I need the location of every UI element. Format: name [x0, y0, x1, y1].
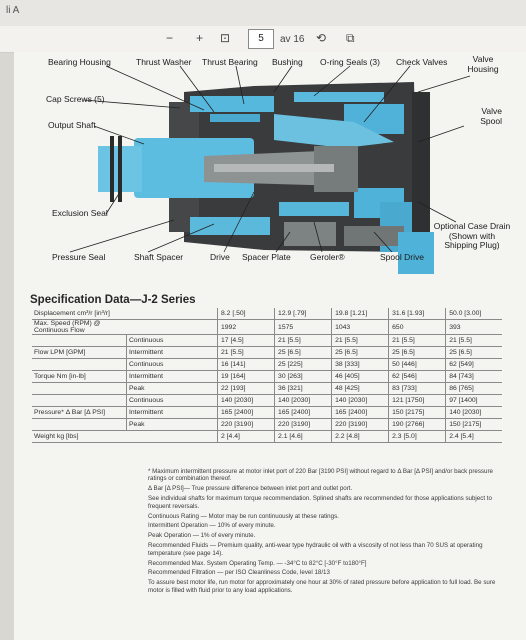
spec-cell: 21 [5.5]	[275, 335, 332, 347]
label-bearing-housing: Bearing Housing	[48, 57, 111, 67]
spec-section-title: Specification Data—J-2 Series	[30, 294, 196, 306]
spec-cell: 150 [2175]	[389, 407, 446, 419]
spec-cell: 16 [141]	[218, 359, 275, 371]
label-oring-seals: O-ring Seals (3)	[320, 57, 380, 67]
spec-cell: 165 [2400]	[218, 407, 275, 419]
spec-cell: 1992	[218, 320, 275, 335]
label-shaft-spacer: Shaft Spacer	[134, 252, 184, 262]
note-paragraph: See individual shafts for maximum torque recommendation. Splined shafts are recommended for those applications subject to frequent reversals.	[148, 495, 492, 510]
note-paragraph: Peak Operation — 1% of every minute.	[148, 532, 256, 540]
spec-row-label: Torque Nm [in-lb]	[32, 371, 127, 383]
spec-row-condition: Peak	[127, 383, 218, 395]
label-drive: Drive	[210, 252, 230, 262]
spec-row-label: Flow LPM [GPM]	[32, 347, 127, 359]
motor-cutaway-illustration	[14, 52, 526, 302]
note-paragraph: Recommended Fluids — Premium quality, anti-wear type hydraulic oil with a viscosity of not less than 70 SUS at operating temperature (see page 14).	[148, 542, 483, 557]
spec-cell: 25 [6.5]	[332, 347, 389, 359]
label-bushing: Bushing	[272, 57, 303, 67]
spec-row-condition	[127, 431, 218, 443]
label-valve-housing: Valve Housing	[467, 54, 499, 74]
zoom-out-button[interactable]: −	[166, 31, 174, 45]
spec-row-label	[32, 395, 127, 407]
spec-cell: 48 [425]	[332, 383, 389, 395]
spec-row-label: Weight kg [lbs]	[32, 431, 127, 443]
label-pressure-seal: Pressure Seal	[52, 252, 106, 262]
spec-cell: 150 [2175]	[446, 419, 502, 431]
spec-row-condition: Intermittent	[127, 407, 218, 419]
spec-cell: 2 [4.4]	[218, 431, 275, 443]
spec-row-label: Displacement cm³/r [in³/r]	[32, 308, 127, 320]
spec-cell: 62 [546]	[389, 371, 446, 383]
label-cap-screws: Cap Screws (5)	[46, 94, 105, 104]
spec-row-label	[32, 419, 127, 431]
spec-cell: 30 [263]	[275, 371, 332, 383]
page-view-icon[interactable]: ⧉	[346, 31, 355, 45]
spec-cell: 21 [5.5]	[218, 347, 275, 359]
spec-row	[32, 347, 502, 359]
spec-row-condition: Continuous	[127, 359, 218, 371]
label-valve-spool: Valve Spool	[480, 106, 502, 126]
spec-row	[32, 320, 502, 335]
label-optional-case-drain: Optional Case Drain (Shown with Shipping Plug)	[433, 221, 511, 250]
spec-cell: 19 [164]	[218, 371, 275, 383]
spec-row-condition: Continuous	[127, 335, 218, 347]
spec-cell: 21 [5.5]	[332, 335, 389, 347]
spec-row-condition: Intermittent	[127, 347, 218, 359]
spec-cell: 62 [549]	[446, 359, 502, 371]
spec-cell: 17 [4.5]	[218, 335, 275, 347]
spec-cell: 36 [321]	[275, 383, 332, 395]
spec-cell: 25 [225]	[275, 359, 332, 371]
page-count-label: av 16	[280, 34, 305, 45]
spec-cell: 190 [2766]	[389, 419, 446, 431]
spec-cell: 38 [333]	[332, 359, 389, 371]
label-spool-drive: Spool Drive	[380, 252, 424, 262]
spec-cell: 86 [765]	[446, 383, 502, 395]
spec-cell: 21 [5.5]	[389, 335, 446, 347]
spec-cell: 50 [446]	[389, 359, 446, 371]
spec-cell: 8.2 [.50]	[218, 308, 275, 320]
spec-table	[32, 308, 502, 443]
spec-row-label: Pressure* Δ Bar [Δ PSI]	[32, 407, 127, 419]
label-thrust-bearing: Thrust Bearing	[202, 57, 258, 67]
rotate-icon[interactable]: ⟲	[316, 31, 327, 45]
spec-cell: 84 [743]	[446, 371, 502, 383]
spec-row	[32, 407, 502, 419]
spec-row-condition	[127, 308, 218, 320]
spec-row-condition: Continuous	[127, 395, 218, 407]
spec-cell: 140 [2030]	[275, 395, 332, 407]
spec-cell: 650	[389, 320, 446, 335]
spec-cell: 2.3 [5.0]	[389, 431, 446, 443]
spec-cell: 220 [3190]	[275, 419, 332, 431]
spec-cell: 2.2 [4.8]	[332, 431, 389, 443]
note-paragraph: * Maximum intermittent pressure at motor inlet port of 220 Bar [3190 PSI] without regard to Δ Bar [Δ PSI] and/or back pressure ratings or combination thereof.	[148, 468, 493, 483]
page-number-input[interactable]: 5	[248, 29, 274, 49]
fit-page-icon[interactable]: ⊡	[220, 31, 231, 45]
spec-row	[32, 419, 502, 431]
spec-cell: 1575	[275, 320, 332, 335]
spec-cell: 12.9 [.79]	[275, 308, 332, 320]
label-spacer-plate: Spacer Plate	[242, 252, 291, 262]
note-paragraph: Intermittent Operation — 10% of every minute.	[148, 522, 276, 530]
spec-cell: 21 [5.5]	[446, 335, 502, 347]
spec-cell: 165 [2400]	[332, 407, 389, 419]
spec-row-label	[32, 383, 127, 395]
window-titlebar	[0, 0, 526, 26]
label-output-shaft: Output Shaft	[48, 120, 96, 130]
spec-cell: 140 [2030]	[332, 395, 389, 407]
spec-row	[32, 308, 502, 320]
spec-cell: 2.1 [4.6]	[275, 431, 332, 443]
zoom-in-button[interactable]: +	[196, 31, 204, 45]
spec-cell: 121 [1750]	[389, 395, 446, 407]
spec-row	[32, 431, 502, 443]
spec-cell: 393	[446, 320, 502, 335]
spec-cell: 140 [2030]	[218, 395, 275, 407]
label-check-valves: Check Valves	[396, 57, 448, 67]
spec-row	[32, 335, 502, 347]
spec-cell: 22 [193]	[218, 383, 275, 395]
spec-row-label: Max. Speed (RPM) @ Continuous Flow	[32, 320, 127, 335]
label-thrust-washer: Thrust Washer	[136, 57, 192, 67]
spec-row-label	[32, 335, 127, 347]
spec-row	[32, 383, 502, 395]
label-exclusion-seal: Exclusion Seal	[52, 208, 108, 218]
spec-cell: 46 [405]	[332, 371, 389, 383]
spec-cell: 1043	[332, 320, 389, 335]
note-paragraph: Δ Bar [Δ PSI]— True pressure difference between inlet port and outlet port.	[148, 485, 353, 493]
spec-cell: 83 [733]	[389, 383, 446, 395]
note-paragraph: Recommended Filtration — per ISO Cleanliness Code, level 18/13	[148, 569, 330, 577]
spec-cell: 19.8 [1.21]	[332, 308, 389, 320]
spec-row-condition: Intermittent	[127, 371, 218, 383]
spec-cell: 140 [2030]	[446, 407, 502, 419]
spec-cell: 97 [1400]	[446, 395, 502, 407]
spec-cell: 165 [2400]	[275, 407, 332, 419]
spec-row	[32, 395, 502, 407]
app-title: li A	[6, 5, 20, 16]
note-paragraph: Recommended Max. System Operating Temp. — -34°C to 82°C [-30°F to180°F]	[148, 559, 367, 567]
spec-cell: 25 [6.5]	[275, 347, 332, 359]
spec-row	[32, 371, 502, 383]
spec-row-condition	[127, 320, 218, 335]
spec-cell: 25 [6.5]	[446, 347, 502, 359]
spec-row	[32, 359, 502, 371]
spec-cell: 31.6 [1.93]	[389, 308, 446, 320]
spec-notes	[148, 468, 508, 597]
spec-cell: 2.4 [5.4]	[446, 431, 502, 443]
document-page	[14, 52, 526, 640]
label-geroler: Geroler®	[310, 252, 345, 262]
spec-cell: 25 [6.5]	[389, 347, 446, 359]
spec-row-condition: Peak	[127, 419, 218, 431]
spec-cell: 220 [3190]	[218, 419, 275, 431]
spec-cell: 50.0 [3.00]	[446, 308, 502, 320]
spec-row-label	[32, 359, 127, 371]
note-paragraph: To assure best motor life, run motor for approximately one hour at 30% of rated pressure before application to full load. Be sure motor is filled with fluid prior to any load applications.	[148, 579, 496, 594]
spec-cell: 220 [3190]	[332, 419, 389, 431]
note-paragraph: Continuous Rating — Motor may be run continuously at these ratings.	[148, 512, 339, 520]
pdf-toolbar	[0, 26, 526, 53]
